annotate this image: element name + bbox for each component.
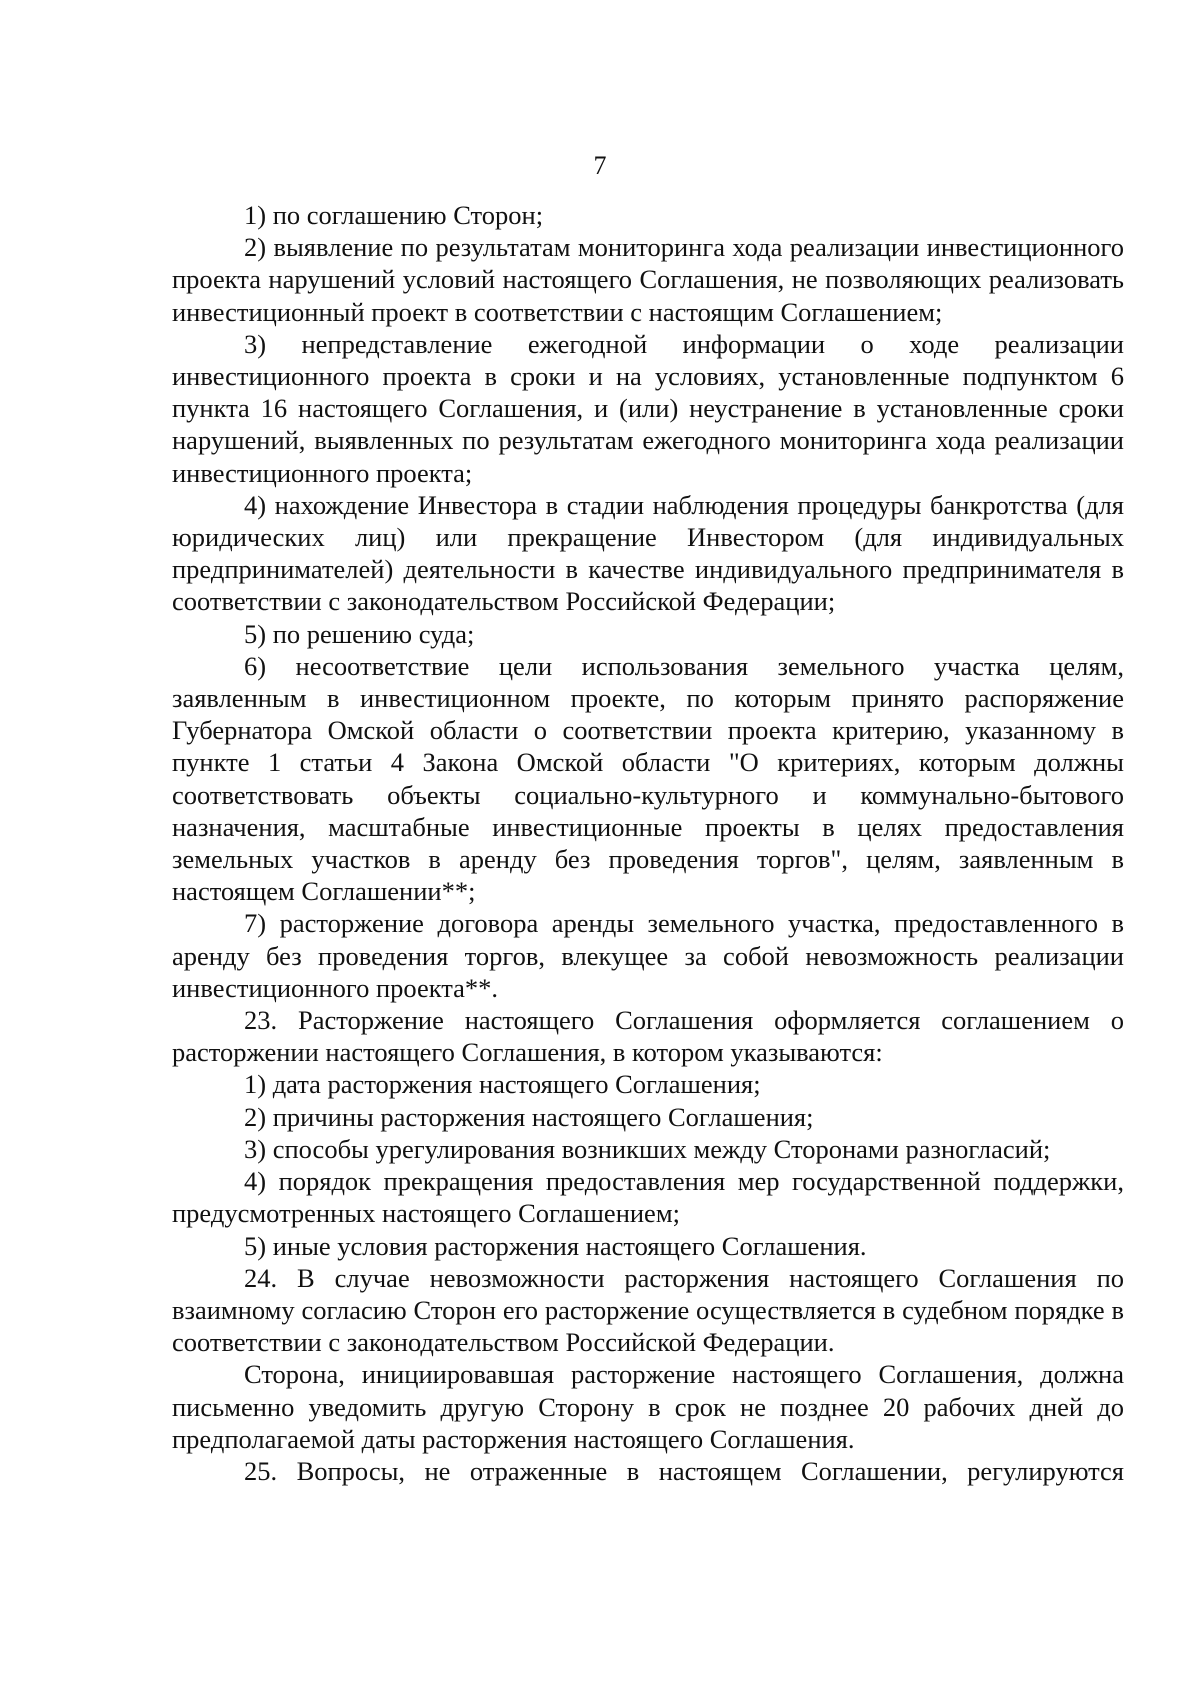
list-item: 2) причины расторжения настоящего Соглашения; <box>244 1101 814 1132</box>
list-item: 3) способы урегулирования возникших между Сторонами разногласий; <box>244 1133 1051 1164</box>
list-item: 3) непредставление ежегодной информации о ходе реализации инвестиционного проекта в сроки и на условиях, установленные подпунктом 6 пункта 16 настоящего Соглашения, и (или) неустранение в установленные сроки нарушений, выявленных по результатам ежегодного мониторинга хода реализации инвестиционного проекта; <box>172 328 1124 488</box>
list-item: 5) по решению суда; <box>244 618 475 649</box>
list-item: 1) по соглашению Сторон; <box>244 200 544 230</box>
list-item: 1) дата расторжения настоящего Соглашения; <box>244 1069 761 1100</box>
list-item: 5) иные условия расторжения настоящего Соглашения. <box>244 1230 867 1261</box>
document-body <box>172 199 1124 1487</box>
list-item: 2) выявление по результатам мониторинга хода реализации инвестиционного проекта нарушений условий настоящего Соглашения, не позволяющих реализовать инвестиционный проект в соответствии с настоящим Соглашением; <box>172 232 1124 327</box>
clause-paragraph: Сторона, инициировавшая расторжение настоящего Соглашения, должна письменно уведомить другую Сторону в срок не позднее 20 рабочих дней до предполагаемой даты расторжения настоящего Соглашения. <box>172 1359 1124 1454</box>
clause-paragraph: 23. Расторжение настоящего Соглашения оформляется соглашением о расторжении настоящего Соглашения, в котором указываются: <box>172 1005 1124 1068</box>
list-item: 6) несоответствие цели использования земельного участка целям, заявленным в инвестиционном проекте, по которым принято распоряжение Губернатора Омской области о соответствии проекта критерию, указанному в пункте 1 статьи 4 Закона Омской области "О критериях, которым должны соответствовать объекты социально-культурного и коммунально-бытового назначения, масштабные инвестиционные проекты в целях предоставления земельных участков в аренду без проведения торгов", целям, заявленным в настоящем Соглашении**; <box>172 650 1124 907</box>
clause-paragraph: 25. Вопросы, не отраженные в настоящем Соглашении, регулируются <box>244 1455 1124 1486</box>
page-number: 7 <box>593 151 607 180</box>
clause-paragraph: 24. В случае невозможности расторжения настоящего Соглашения по взаимному согласию Сторон его расторжение осуществляется в судебном порядке в соответствии с законодательством Российской Федерации. <box>172 1262 1124 1358</box>
list-item: 7) расторжение договора аренды земельного участка, предоставленного в аренду без проведения торгов, влекущее за собой невозможность реализации инвестиционного проекта**. <box>172 908 1124 1003</box>
list-item: 4) порядок прекращения предоставления мер государственной поддержки, предусмотренных настоящего Соглашением; <box>172 1166 1124 1229</box>
list-item: 4) нахождение Инвестора в стадии наблюдения процедуры банкротства (для юридических лиц) или прекращение Инвестором (для индивидуальных предпринимателей) деятельности в качестве индивидуального предпринимателя в соответствии с законодательством Российской Федерации; <box>172 489 1124 617</box>
